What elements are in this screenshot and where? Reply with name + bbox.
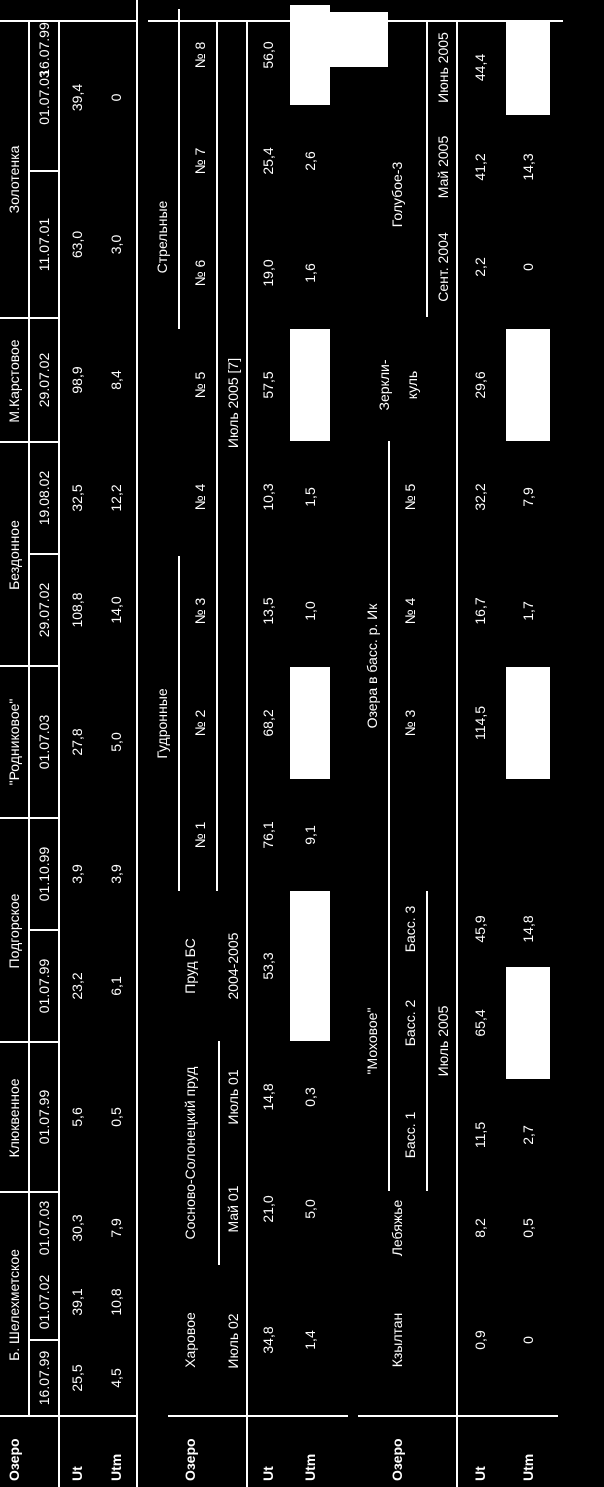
column-divider (0, 1191, 58, 1193)
value-cell: 32,2 (472, 483, 488, 511)
block-divider (136, 0, 138, 1487)
group-header: Лебяжье (389, 1199, 405, 1257)
date-cell-text: 01.07.99 (36, 958, 52, 1014)
row-label-utm: Utm (302, 1453, 318, 1481)
sub-header: Зеркли- (376, 359, 392, 411)
value-cell: 25,5 (69, 1364, 85, 1392)
value-cell: 7,9 (108, 1218, 124, 1238)
date-cell-text: 19.08.02 (36, 470, 52, 526)
group-header: Бездонное (6, 520, 22, 590)
group-header: Пруд БС (182, 938, 198, 994)
value-cell: 12,2 (108, 484, 124, 512)
row-label-utm: Utm (108, 1453, 124, 1481)
value-cell: 21,0 (260, 1195, 276, 1223)
date-cell (30, 1191, 58, 1265)
value-cell: 4,5 (108, 1368, 124, 1388)
value-cell: 0 (108, 93, 124, 102)
header-lake-label: Озеро (6, 1438, 22, 1481)
sub-header: № 4 (402, 597, 418, 625)
value-cell: 10,3 (260, 483, 276, 511)
value-cell: 53,3 (260, 952, 276, 980)
sub-header: № 3 (192, 597, 208, 625)
date-cell (30, 319, 58, 441)
group-header: Золотенка (6, 145, 22, 214)
column-divider (30, 553, 58, 555)
row-divider (456, 22, 458, 1487)
empty-cell (290, 891, 330, 1041)
value-cell: 9,1 (302, 825, 318, 845)
sub-header: № 3 (402, 709, 418, 737)
date-cell: Май 01 (225, 1185, 241, 1233)
empty-cell (290, 667, 330, 779)
value-cell: 11,5 (472, 1121, 488, 1149)
column-divider (0, 441, 58, 443)
value-cell: 14,8 (260, 1083, 276, 1111)
date-cell (30, 931, 58, 1041)
value-cell: 0,5 (108, 1107, 124, 1127)
value-cell: 57,5 (260, 371, 276, 399)
date-cell-text: 01.07.02 (36, 1274, 52, 1330)
sub-header: № 5 (402, 483, 418, 511)
sub-header: Басс. 2 (402, 999, 418, 1047)
row-divider (178, 9, 180, 329)
value-cell: 14,8 (520, 915, 536, 943)
value-cell: 3,9 (108, 864, 124, 884)
date-cell: Июль 2005 [7] (225, 357, 241, 449)
date-cell: Сент. 2004 (435, 232, 451, 302)
group-header: Кзылтан (389, 1312, 405, 1368)
value-cell: 14,0 (108, 596, 124, 624)
row-label-ut: Ut (69, 1466, 85, 1481)
date-cell: 2004-2005 (225, 932, 241, 1000)
row-divider (426, 891, 428, 1191)
row-divider (246, 22, 248, 1487)
sub-header: № 2 (192, 709, 208, 737)
value-cell: 2,7 (520, 1125, 536, 1145)
value-cell: 25,4 (260, 147, 276, 175)
group-header: Б. Шелехметское (6, 1249, 22, 1361)
date-cell: Июль 01 (225, 1069, 241, 1125)
row-divider (58, 22, 60, 1487)
group-header: Подгорское (6, 893, 22, 969)
value-cell: 41,2 (472, 153, 488, 181)
value-cell: 1,6 (302, 263, 318, 283)
value-cell: 1,4 (302, 1330, 318, 1350)
value-cell: 19,0 (260, 259, 276, 287)
date-cell (30, 25, 58, 170)
table-block-2 (148, 0, 348, 1487)
column-divider (30, 170, 58, 172)
date-cell (30, 1043, 58, 1191)
date-cell: Июнь 2005 (435, 32, 451, 103)
group-header: "Родниковое" (6, 698, 22, 786)
column-divider (30, 1339, 58, 1341)
date-cell-text: 01.07.03 (36, 714, 52, 770)
group-header: Озера в басс. р. Ик (364, 603, 380, 729)
column-divider (0, 1415, 138, 1417)
sub-header: № 1 (192, 821, 208, 849)
value-cell: 114,5 (472, 706, 488, 740)
column-divider (358, 1415, 558, 1417)
value-cell: 7,9 (520, 487, 536, 507)
value-cell: 0 (520, 263, 536, 271)
sub-header: № 8 (192, 41, 208, 69)
value-cell: 32,5 (69, 484, 85, 512)
empty-cell (506, 667, 550, 779)
table-block-1 (0, 0, 138, 1487)
date-cell: Июль 2005 (435, 1005, 451, 1077)
empty-cell (506, 967, 550, 1079)
value-cell: 27,8 (69, 728, 85, 756)
sub-header: № 6 (192, 259, 208, 287)
value-cell: 1,0 (302, 601, 318, 621)
date-cell-text: 16.07.99 (36, 1350, 52, 1406)
group-header: Голубое-3 (389, 161, 405, 228)
value-cell: 30,3 (69, 1214, 85, 1242)
group-header: Сосново-Солонецкий пруд (182, 1066, 198, 1240)
value-cell: 2,2 (472, 257, 488, 277)
group-header: "Моховое" (364, 1007, 380, 1075)
header-lake-label: Озеро (389, 1438, 405, 1481)
sub-header: Басс. 1 (402, 1111, 418, 1159)
value-cell: 1,7 (520, 601, 536, 621)
row-label-utm: Utm (520, 1453, 536, 1481)
header-lake-label: Озеро (182, 1438, 198, 1481)
value-cell: 14,3 (520, 153, 536, 181)
column-divider (0, 20, 138, 22)
value-cell: 98,9 (69, 366, 85, 394)
value-cell: 5,0 (302, 1199, 318, 1219)
date-cell: Май 2005 (435, 135, 451, 199)
value-cell: 5,0 (108, 732, 124, 752)
group-header: М.Карстовое (6, 339, 22, 423)
group-header: Харовое (182, 1312, 198, 1368)
value-cell: 29,6 (472, 371, 488, 399)
row-divider (426, 22, 428, 317)
date-cell (30, 819, 58, 929)
date-cell-text: 01.07.99 (36, 1089, 52, 1145)
sub-header: № 4 (192, 483, 208, 511)
value-cell: 3,0 (108, 234, 124, 255)
date-cell: Июль 02 (225, 1313, 241, 1369)
column-divider (0, 817, 58, 819)
value-cell: 23,2 (69, 972, 85, 1000)
date-cell (30, 1265, 58, 1339)
value-cell: 63,0 (69, 230, 85, 259)
column-divider (0, 317, 58, 319)
value-cell: 0,9 (472, 1330, 488, 1350)
bottom-band (565, 0, 604, 1487)
empty-cell (290, 329, 330, 441)
value-cell: 1,5 (302, 487, 318, 507)
value-cell: 6,1 (108, 976, 124, 996)
sub-header: № 7 (192, 147, 208, 175)
value-cell: 0,5 (520, 1218, 536, 1238)
value-cell: 76,1 (260, 821, 276, 849)
date-cell-text: 11.07.01 (36, 217, 52, 272)
value-cell: 56,0 (260, 41, 276, 69)
row-label-ut: Ut (260, 1466, 276, 1481)
sub-header: Басс. 3 (402, 905, 418, 953)
value-cell: 8,4 (108, 370, 124, 390)
column-divider (168, 1415, 348, 1417)
date-cell-text: 01.07.03 (36, 1200, 52, 1256)
value-cell: 44,4 (472, 53, 488, 82)
value-cell: 34,8 (260, 1326, 276, 1354)
column-divider (0, 1041, 58, 1043)
value-cell: 0 (520, 1336, 536, 1344)
value-cell: 3,9 (69, 864, 85, 884)
column-divider (30, 929, 58, 931)
date-cell: 16.07.99 (36, 22, 52, 77)
column-divider (0, 665, 58, 667)
value-cell: 39,4 (69, 83, 85, 112)
value-cell: 45,9 (472, 915, 488, 943)
value-cell: 68,2 (260, 709, 276, 737)
date-cell-text: 01.10.99 (36, 846, 52, 902)
date-cell-text: 29.07.02 (36, 352, 52, 408)
value-cell: 13,5 (260, 597, 276, 625)
value-cell: 0,3 (302, 1087, 318, 1107)
value-cell: 2,6 (302, 151, 318, 171)
row-divider (388, 441, 390, 1191)
group-header: Стрельные (154, 200, 170, 274)
group-header: Клюквенное (6, 1078, 22, 1158)
date-cell (30, 555, 58, 665)
date-cell (30, 443, 58, 553)
date-cell-text: 01.07.03 (36, 70, 52, 125)
group-header: Гудронные (154, 688, 170, 759)
date-cell (30, 1341, 58, 1415)
sub-header: куль (404, 370, 420, 400)
row-divider (218, 1041, 220, 1265)
value-cell: 65,4 (472, 1009, 488, 1037)
value-cell: 8,2 (472, 1218, 488, 1238)
table-block-3 (358, 0, 563, 1487)
row-divider (28, 22, 30, 1415)
value-cell: 16,7 (472, 597, 488, 625)
empty-cell (506, 20, 550, 115)
row-divider (178, 556, 180, 891)
empty-cell (506, 329, 550, 441)
column-divider (358, 20, 563, 22)
value-cell: 39,1 (69, 1288, 85, 1316)
value-cell: 108,8 (69, 592, 85, 628)
sub-header: № 5 (192, 371, 208, 399)
row-divider (216, 21, 218, 891)
date-cell (30, 172, 58, 317)
date-cell-text: 29.07.02 (36, 582, 52, 638)
date-cell (30, 667, 58, 817)
value-cell: 5,6 (69, 1107, 85, 1127)
row-label-ut: Ut (472, 1466, 488, 1481)
value-cell: 10,8 (108, 1288, 124, 1316)
column-divider (148, 20, 348, 22)
